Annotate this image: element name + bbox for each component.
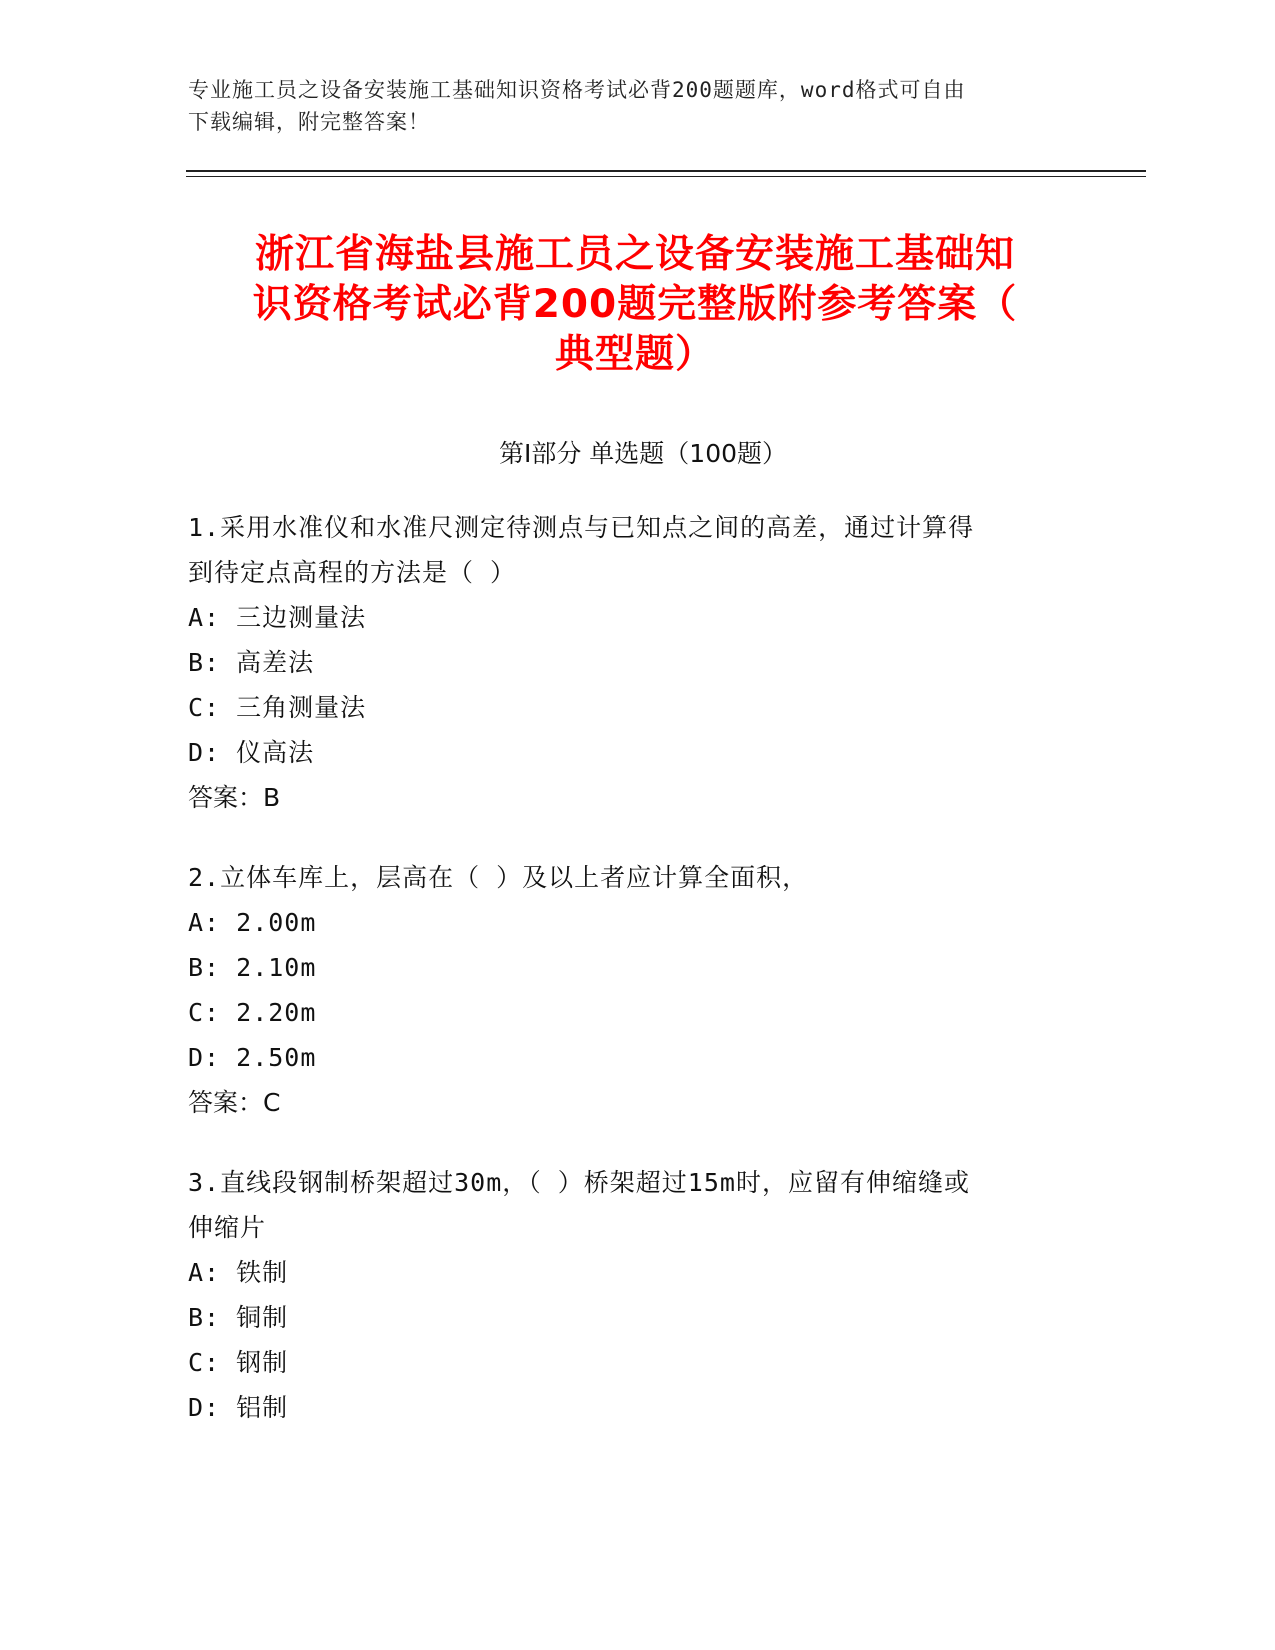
header-note-line-1: 专业施工员之设备安装施工基础知识资格考试必背200题题库，word格式可自由 xyxy=(188,78,966,102)
question-2 xyxy=(188,855,1068,1125)
option-c: C: 钢制 xyxy=(188,1348,289,1377)
section-heading: 第Ⅰ部分 单选题（100题） xyxy=(498,439,788,468)
header-note xyxy=(188,74,1088,138)
title-line-3: 典型题） xyxy=(554,332,715,377)
option-b: B: 2.10m xyxy=(188,953,317,982)
header-rule-thin xyxy=(186,176,1146,177)
document-title xyxy=(180,230,1090,380)
option-a: A: 三边测量法 xyxy=(188,603,367,632)
title-line-1: 浙江省海盐县施工员之设备安装施工基础知 xyxy=(254,232,1015,277)
title-line-2: 识资格考试必背200题完整版附参考答案（ xyxy=(252,282,1018,327)
option-c: C: 2.20m xyxy=(188,998,317,1027)
option-b: B: 铜制 xyxy=(188,1303,289,1332)
question-stem-line-1: 1.采用水准仪和水准尺测定待测点与已知点之间的高差，通过计算得 xyxy=(188,513,975,542)
option-d: D: 仪高法 xyxy=(188,738,315,767)
header-note-line-2: 下载编辑，附完整答案！ xyxy=(188,110,430,134)
option-a: A: 铁制 xyxy=(188,1258,289,1287)
question-1 xyxy=(188,505,1068,820)
header-rule-thick xyxy=(186,170,1146,172)
option-d: D: 铝制 xyxy=(188,1393,289,1422)
answer: 答案：C xyxy=(188,1088,281,1117)
option-c: C: 三角测量法 xyxy=(188,693,367,722)
question-stem-line-2: 伸缩片 xyxy=(188,1213,267,1242)
option-a: A: 2.00m xyxy=(188,908,317,937)
question-stem-line-2: 到待定点高程的方法是（ ） xyxy=(188,558,517,587)
question-stem-line-1: 3.直线段钢制桥架超过30m，（ ）桥架超过15m时，应留有伸缩缝或 xyxy=(188,1168,970,1197)
option-d: D: 2.50m xyxy=(188,1043,317,1072)
question-stem-line-1: 2.立体车库上，层高在（ ）及以上者应计算全面积， xyxy=(188,863,809,892)
option-b: B: 高差法 xyxy=(188,648,315,677)
answer: 答案：B xyxy=(188,783,281,812)
question-3 xyxy=(188,1160,1068,1430)
